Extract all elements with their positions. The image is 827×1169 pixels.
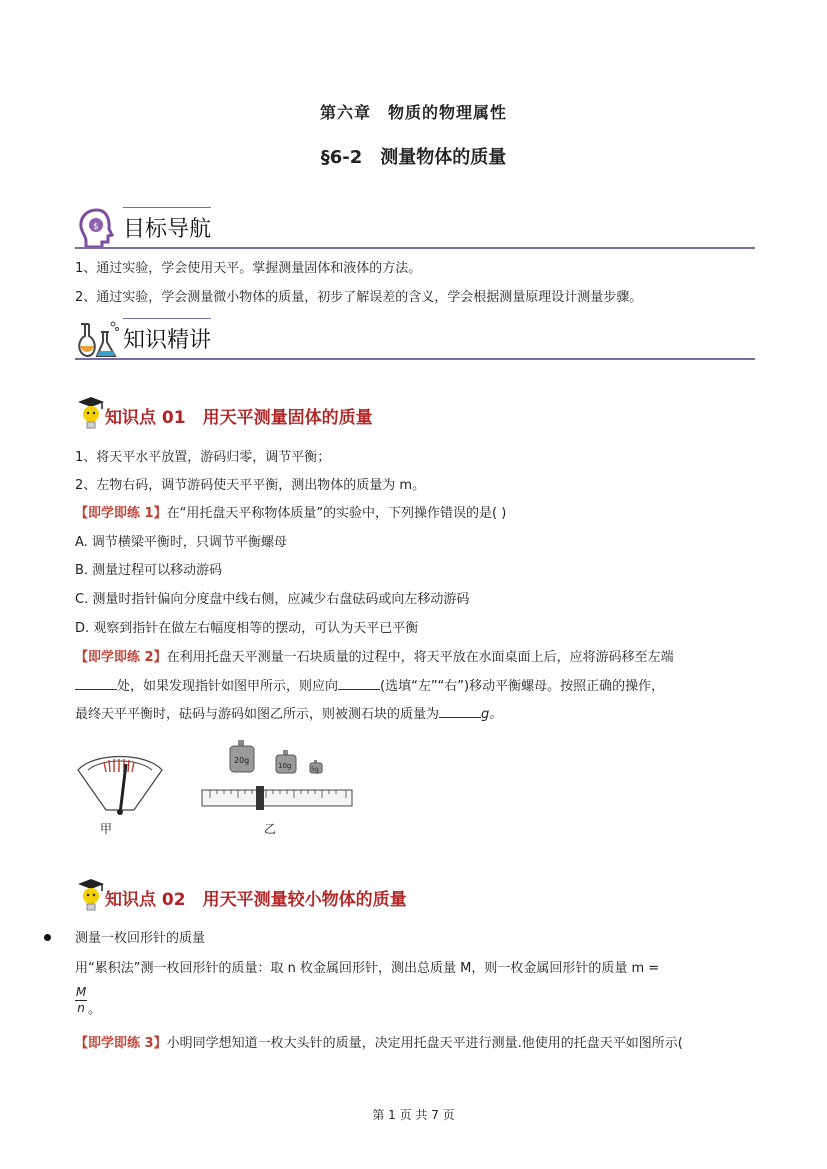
kp1-title: 知识点 01 用天平测量固体的质量 xyxy=(105,408,373,428)
goal-item: 2、通过实验，学会测量微小物体的质量，初步了解误差的含义，学会根据测量原理设计测量步骤。 xyxy=(75,290,643,305)
exercise-tag: 【即学即练 3】 xyxy=(75,1036,167,1051)
weight-label: 10g xyxy=(278,762,292,770)
brain-head-icon xyxy=(77,207,117,249)
balance-dial-figure xyxy=(74,748,166,820)
answer-blank[interactable] xyxy=(439,705,481,718)
kp2-text: 用“累积法”测一枚回形针的质量：取 n 枚金属回形针，测出总质量 M，则一枚金属回形针的质量 m = xyxy=(75,961,660,976)
exercise-2-line3 xyxy=(75,705,502,725)
exercise-tag: 【即学即练 1】 xyxy=(75,506,167,521)
scholar-bulb-icon xyxy=(75,878,107,914)
knowledge-title: 知识精讲 xyxy=(123,328,212,353)
svg-text:$: $ xyxy=(93,222,99,232)
exercise-text: g。 xyxy=(481,707,503,722)
kp1-step: 2、左物右码，调节游码使天平平衡，测出物体的质量为 m。 xyxy=(75,478,426,493)
exercise-2 xyxy=(75,648,674,668)
exercise-text: 最终天平平衡时，砝码与游码如图乙所示，则被测石块的质量为 xyxy=(75,707,440,722)
exercise-tag: 【即学即练 2】 xyxy=(75,650,167,665)
exercise-text: 小明同学想知道一枚大头针的质量，决定用托盘天平进行测量.他使用的托盘天平如图所示( xyxy=(166,1036,683,1051)
scholar-bulb-icon xyxy=(75,396,107,432)
fraction-end: 。 xyxy=(88,1002,102,1017)
option-d: D. 观察到指针在做左右幅度相等的摆动，可认为天平已平衡 xyxy=(75,621,419,636)
flask-icon xyxy=(75,318,119,360)
fraction xyxy=(75,985,87,1015)
option-c: C. 测量时指针偏向分度盘中线右侧，应减少右盘砝码或向左移动游码 xyxy=(75,592,470,607)
exercise-text: (选填“左”“右”)移动平衡螺母。按照正确的操作， xyxy=(380,679,665,694)
goal-item: 1、通过实验，学会使用天平。掌握测量固体和液体的方法。 xyxy=(75,261,422,276)
fraction-numerator: M xyxy=(75,985,87,999)
kp2-header xyxy=(75,878,575,914)
exercise-text: 处，如果发现指针如图甲所示，则应向 xyxy=(117,679,339,694)
exercise-text: 在“用托盘天平称物体质量”的实验中，下列操作错误的是( ) xyxy=(166,506,507,521)
goals-header xyxy=(75,205,755,249)
weight-label: 20g xyxy=(234,756,250,765)
exercise-text: 在利用托盘天平测量一石块质量的过程中，将天平放在水面桌面上后，应将游码移至左端 xyxy=(166,650,674,665)
page-footer: 第 1 页 共 7 页 xyxy=(372,1108,455,1122)
option-a: A. 调节横梁平衡时，只调节平衡螺母 xyxy=(75,535,287,550)
exercise-3 xyxy=(75,1034,683,1054)
kp1-header xyxy=(75,396,575,432)
weights-rider-figure xyxy=(200,738,356,814)
knowledge-header xyxy=(75,316,755,360)
answer-blank[interactable] xyxy=(75,677,117,690)
exercise-2-line2 xyxy=(75,677,664,697)
figure-label-b: 乙 xyxy=(264,822,277,836)
fraction-denominator: n xyxy=(75,1000,87,1015)
chapter-title: 第六章 物质的物理属性 xyxy=(319,103,507,122)
exercise-1 xyxy=(75,504,506,524)
kp1-step: 1、将天平水平放置，游码归零，调节平衡； xyxy=(75,450,331,465)
section-title: §6-2 测量物体的质量 xyxy=(320,147,507,168)
option-b: B. 测量过程可以移动游码 xyxy=(75,563,223,578)
goals-title: 目标导航 xyxy=(123,217,212,242)
figure-label-a: 甲 xyxy=(100,822,113,836)
kp2-title: 知识点 02 用天平测量较小物体的质量 xyxy=(105,890,407,910)
bullet-dot xyxy=(44,934,51,941)
weight-label: 5g xyxy=(311,766,319,773)
answer-blank[interactable] xyxy=(338,677,380,690)
kp2-bullet: 测量一枚回形针的质量 xyxy=(75,931,206,946)
